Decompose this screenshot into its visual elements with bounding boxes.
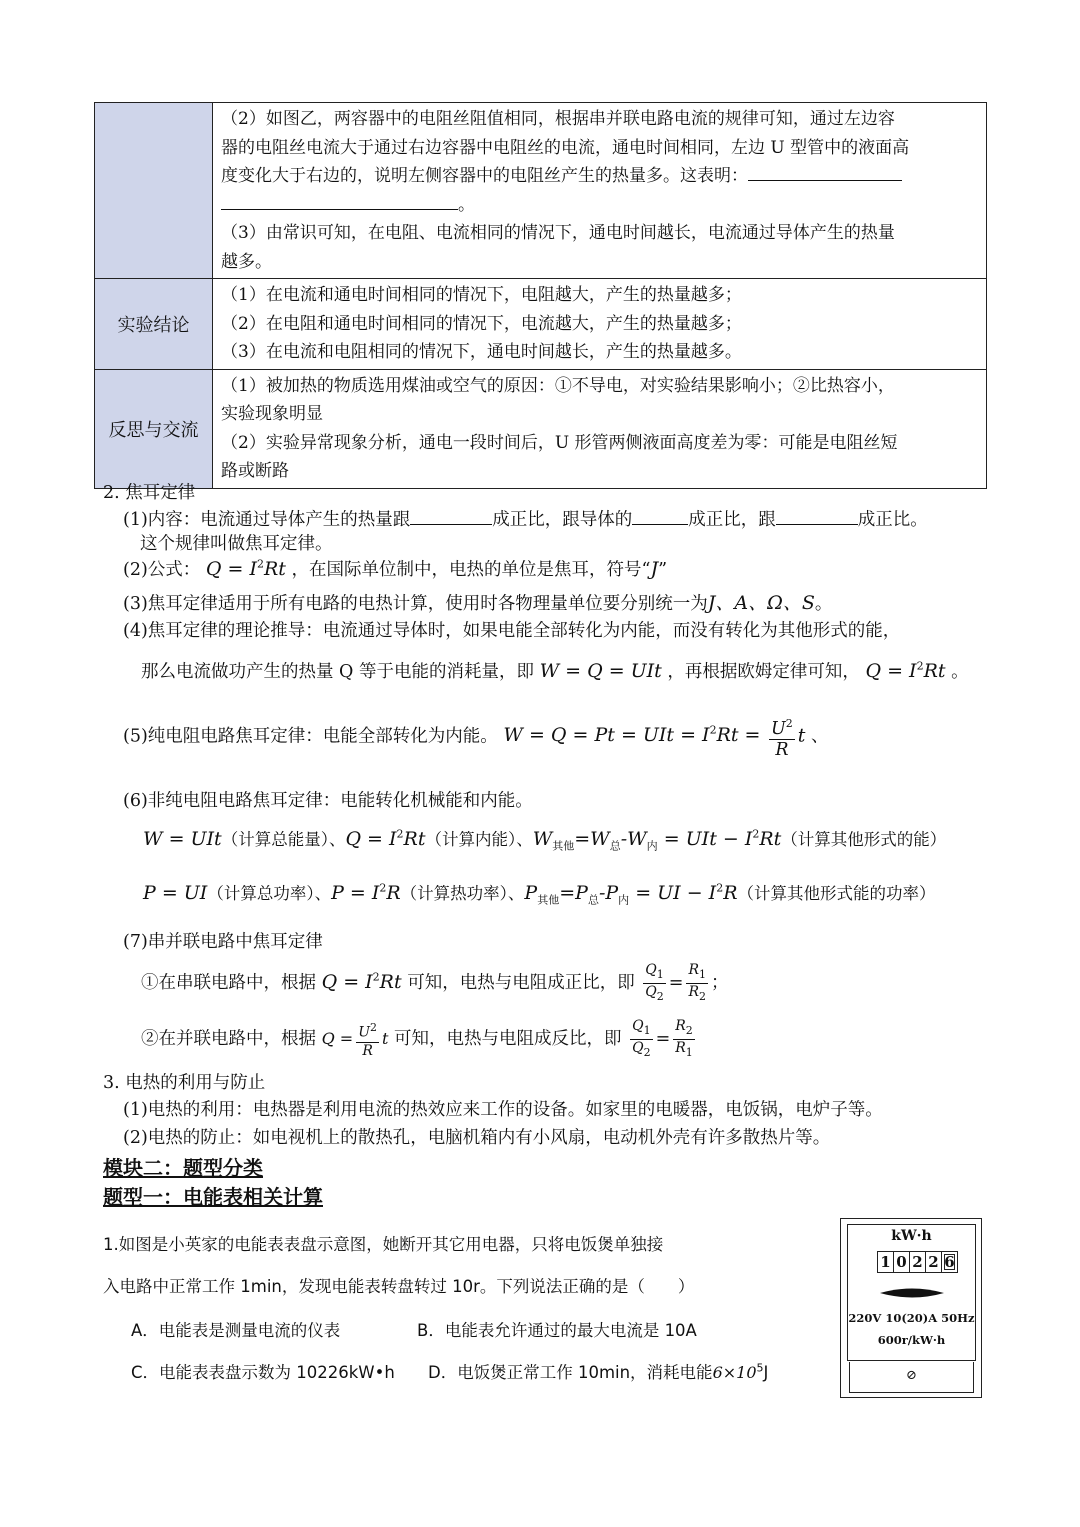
- electric-meter-figure: [840, 1218, 982, 1398]
- formula: P = UI: [143, 882, 208, 904]
- row-line: （3）在电流和电阻相同的情况下，通电时间越长，产生的热量越多。: [221, 342, 742, 362]
- text: 成正比，跟: [688, 510, 776, 530]
- meter-digit: 2: [926, 1252, 942, 1272]
- paragraph: W = UIt（计算总能量）、$Q = I^2Rt$（计算内能）、$W_{其他}=W_总-W_内$ = UIt − $I^2Rt$（计算其他形式的能）: [143, 827, 947, 853]
- meter-digit: 6: [942, 1252, 957, 1272]
- row-line-text: 度变化大于右边的，说明左侧容器中的电阻丝产生的热量多。这表明：: [221, 166, 748, 186]
- text: （计算其他形式的能）: [781, 830, 947, 849]
- text: ”: [658, 560, 668, 580]
- text: (2)公式：: [123, 560, 201, 580]
- fraction: $\frac{R_1}{R_2}$: [688, 962, 706, 1003]
- row-line-text: 。: [458, 194, 475, 215]
- formula: $P = I^2R$: [331, 881, 401, 904]
- option-b: B．电能表允许通过的最大电流是 10A: [417, 1321, 697, 1340]
- subscript: 总: [609, 839, 621, 853]
- formula: $Q = I^2Rt$: [345, 827, 426, 850]
- formula: $Q = I^2Rt$: [205, 557, 286, 580]
- experiment-table: [94, 102, 987, 489]
- answer-blank: [632, 506, 688, 525]
- text: （计算内能）、: [425, 830, 533, 849]
- fraction: $\frac{Q_1}{Q_2}$: [645, 962, 664, 1003]
- text: ，在国际单位制中，电热的单位是焦耳，符号“: [291, 560, 651, 580]
- row-line: 器的电阻丝电流大于通过右边容器中电阻丝的电流，通电时间相同，左边 U 型管中的液面高: [221, 137, 910, 158]
- text: 。: [951, 662, 969, 682]
- subscript: 其他: [552, 839, 575, 853]
- row-label: 实验结论: [95, 279, 213, 370]
- formula: Q =: [321, 1028, 354, 1048]
- text: 成正比，跟导体的: [492, 510, 633, 530]
- row-line: 路或断路: [221, 461, 289, 481]
- paragraph: ②在并联电路中，根据 Q = $\frac{U^2}{R}$ t 可知，电热与电阻成反比，即 $\frac{Q_1}{Q_2}$ = $\frac{R_2}{R_1}$: [141, 1018, 693, 1059]
- formula: W = Q = Pt = UIt = $I^2Rt$ =: [503, 724, 761, 747]
- row-content: [213, 103, 987, 279]
- subscript: 内: [618, 893, 630, 907]
- module-heading: 模块二：题型分类: [103, 1156, 263, 1180]
- paragraph: ①在串联电路中，根据 $Q = I^2Rt$ 可知，电热与电阻成正比，即 $\frac{Q_1}{Q_2}$ = $\frac{R_1}{R_2}$ ；: [141, 962, 729, 1003]
- meter-disc-icon: [878, 1285, 946, 1301]
- meter-symbol: ⊘: [906, 1368, 917, 1383]
- formula: P: [524, 882, 538, 904]
- table-row: [95, 103, 987, 279]
- section-title: 2. 焦耳定律: [103, 483, 196, 503]
- text: 。: [814, 594, 833, 614]
- row-line: （2）在电阻和通电时间相同的情况下，电流越大，产生的热量越多；: [221, 313, 742, 334]
- text: (3)焦耳定律适用于所有电路的电热计算，使用时各物理量单位要分别统一为: [123, 594, 708, 614]
- text: ②在并联电路中，根据: [141, 1028, 316, 1049]
- subscript: 内: [646, 839, 658, 853]
- row-line: （3）由常识可知，在电阻、电流相同的情况下，通电时间越长，电流通过导体产生的热量: [221, 223, 895, 243]
- table-row: [95, 369, 987, 488]
- paragraph: (1)电热的利用：电热器是利用电流的热效应来工作的设备。如家里的电暖器，电饭锅，电炉子等。: [123, 1100, 883, 1120]
- text: （计算热功率）、: [400, 884, 525, 903]
- row-line: [221, 191, 978, 220]
- formula: J、A、Ω、S: [707, 592, 815, 614]
- row-content: [213, 279, 987, 370]
- paragraph: (7)串并联电路中焦耳定律: [123, 932, 323, 952]
- meter-digit: 2: [910, 1252, 926, 1272]
- meter-digit: 0: [894, 1252, 910, 1272]
- meter-face: [847, 1224, 976, 1361]
- meter-spec: 600r/kW·h: [877, 1333, 946, 1347]
- formula: W = Q = UIt: [539, 660, 662, 682]
- row-label: 反思与交流: [95, 369, 213, 488]
- text: 那么电流做功产生的热量 Q 等于电能的消耗量，即: [141, 662, 534, 682]
- subscript: 其他: [537, 893, 560, 907]
- formula: t: [797, 724, 806, 747]
- paragraph: 这个规律叫做焦耳定律。: [140, 534, 333, 554]
- paragraph: (4)焦耳定律的理论推导：电流通过导体时，如果电能全部转化为内能，而没有转化为其他形式的能，: [123, 621, 901, 641]
- paragraph: [123, 588, 832, 615]
- text: 成正比。: [857, 510, 928, 530]
- fraction: $\frac{U^2}{R}$: [769, 714, 795, 760]
- text: （计算其他形式能的功率）: [737, 884, 936, 903]
- text: （计算总能量）、: [221, 830, 346, 849]
- paragraph: (2)电热的防止：如电视机上的散热孔，电脑机箱内有小风扇，电动机外壳有许多散热片等。: [123, 1128, 831, 1148]
- formula: $Q = I^2Rt$: [865, 659, 946, 682]
- section-title: 3. 电热的利用与防止: [103, 1073, 266, 1093]
- meter-digit: 1: [878, 1252, 894, 1272]
- question-type-heading: 题型一：电能表相关计算: [103, 1185, 323, 1209]
- text: 、: [811, 726, 829, 747]
- formula: 6×10: [712, 1363, 757, 1382]
- answer-blank: [221, 191, 458, 210]
- fraction: $\frac{R_2}{R_1}$: [675, 1018, 693, 1059]
- text: 可知，电热与电阻成正比，即: [407, 972, 635, 993]
- text: D．电饭煲正常工作 10min，消耗电能: [428, 1363, 713, 1382]
- paragraph: [123, 714, 829, 760]
- paragraph: [123, 556, 667, 581]
- question-stem: 入电路中正常工作 1min，发现电能表转盘转过 10r。下列说法正确的是（ ）: [103, 1277, 695, 1296]
- paragraph: [123, 506, 928, 531]
- question-stem: 1.如图是小英家的电能表表盘示意图，她断开其它用电器，只将电饭煲单独接: [103, 1235, 664, 1254]
- meter-spec: 220V 10(20)A 50Hz: [848, 1311, 975, 1325]
- answer-blank: [748, 162, 902, 181]
- formula: W = UIt: [143, 828, 222, 850]
- option-c: C．电能表表盘示数为 10226kW•h: [131, 1363, 395, 1382]
- formula: J: [650, 558, 659, 580]
- row-content: [213, 369, 987, 488]
- text: (5)纯电阻电路焦耳定律：电能全部转化为内能。: [123, 726, 498, 747]
- row-label: [95, 103, 213, 279]
- answer-blank: [776, 506, 858, 525]
- text: ①在串联电路中，根据: [141, 972, 316, 993]
- fraction: $\frac{U^2}{R}$: [358, 1020, 377, 1059]
- text: 可知，电热与电阻成反比，即: [394, 1028, 622, 1049]
- table-row: [95, 279, 987, 370]
- text: ，再根据欧姆定律可知，: [667, 662, 860, 682]
- answer-blank: [410, 506, 492, 525]
- meter-base: [849, 1362, 974, 1393]
- subscript: 总: [587, 893, 599, 907]
- text: J: [763, 1363, 769, 1382]
- text: (1)内容：电流通过导体产生的热量跟: [123, 510, 411, 530]
- row-line: [221, 162, 978, 191]
- row-line: （2）实验异常现象分析，通电一段时间后，U 形管两侧液面高度差为零：可能是电阻丝短: [221, 432, 898, 453]
- text: ；: [710, 972, 729, 993]
- row-line: 越多。: [221, 251, 272, 272]
- paragraph: P = UI（计算总功率）、$P = I^2R$（计算热功率）、$P_{其他}=P_总-P_内$ = UI − $I^2R$（计算其他形式能的功率）: [143, 881, 936, 907]
- row-line: 实验现象明显: [221, 404, 323, 424]
- row-line: （1）被加热的物质选用煤油或空气的原因：①不导电，对实验结果影响小；②比热容小，: [221, 375, 895, 396]
- formula: W: [532, 828, 553, 850]
- formula: $Q = I^2Rt$: [321, 970, 402, 993]
- row-line: （1）在电流和通电时间相同的情况下，电阻越大，产生的热量越多；: [221, 285, 742, 305]
- row-line: （2）如图乙，两容器中的电阻丝阻值相同，根据串并联电路电流的规律可知，通过左边容: [221, 109, 895, 129]
- superscript: 5: [756, 1361, 764, 1375]
- option-a: A．电能表是测量电流的仪表: [131, 1321, 341, 1340]
- paragraph: [141, 658, 969, 683]
- option-d: [428, 1359, 768, 1383]
- text: （计算总功率）、: [207, 884, 332, 903]
- fraction: $\frac{Q_1}{Q_2}$: [632, 1018, 651, 1059]
- meter-digits: [877, 1251, 958, 1273]
- meter-unit: kW·h: [891, 1228, 932, 1244]
- paragraph: (6)非纯电阻电路焦耳定律：电能转化机械能和内能。: [123, 791, 533, 811]
